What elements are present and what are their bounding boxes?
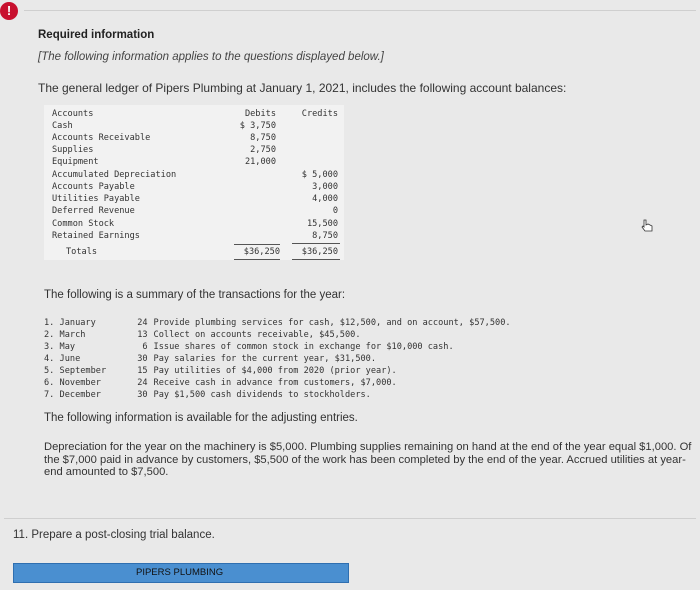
ledger-row-account: Deferred Revenue bbox=[52, 206, 135, 216]
adjusting-heading: The following information is available for the adjusting entries. bbox=[44, 412, 358, 424]
top-divider bbox=[24, 10, 696, 11]
ledger-row-credit: 3,000 bbox=[312, 182, 338, 192]
alert-icon: ! bbox=[0, 2, 18, 20]
totals-label: Totals bbox=[66, 247, 98, 257]
credit-total-double-rule bbox=[292, 259, 340, 260]
transactions-heading: The following is a summary of the transactions for the year: bbox=[44, 289, 346, 301]
hand-cursor-icon bbox=[640, 219, 654, 233]
col-header-debits: Debits bbox=[244, 109, 276, 119]
transaction-item: 2. March 13 Collect on accounts receivable, $45,500. bbox=[44, 330, 361, 340]
ledger-table bbox=[44, 105, 344, 260]
required-info-note: [The following information applies to the questions displayed below.] bbox=[38, 51, 384, 63]
ledger-row-account: Accounts Payable bbox=[52, 182, 135, 192]
ledger-intro: The general ledger of Pipers Plumbing at January 1, 2021, includes the following account balances: bbox=[38, 81, 567, 95]
transaction-item: 5. September 15 Pay utilities of $4,000 from 2020 (prior year). bbox=[44, 366, 397, 376]
transaction-item: 3. May 6 Issue shares of common stock in exchange for $10,000 cash. bbox=[44, 342, 454, 352]
ledger-row-credit: 4,000 bbox=[312, 194, 338, 204]
debit-total-double-rule bbox=[234, 259, 280, 260]
adjusting-details: Depreciation for the year on the machinery is $5,000. Plumbing supplies remaining on hand at the end of the year equal $1,000. Of the $7,000 paid in advance by customers, $5,500 of the work has been completed by the end of the year. Accrued utilities at year-end amounted to $7,500. bbox=[44, 441, 692, 478]
ledger-row-account: Accumulated Depreciation bbox=[52, 170, 177, 180]
transaction-item: 6. November 24 Receive cash in advance from customers, $7,000. bbox=[44, 378, 397, 388]
ledger-row-credit: 8,750 bbox=[312, 231, 338, 241]
ledger-row-account: Supplies bbox=[52, 145, 94, 155]
ledger-row-account: Equipment bbox=[52, 157, 99, 167]
ledger-row-credit: $ 5,000 bbox=[301, 170, 338, 180]
question-prompt: 11. Prepare a post-closing trial balance. bbox=[13, 529, 215, 541]
ledger-row-account: Utilities Payable bbox=[52, 194, 140, 204]
col-header-credits: Credits bbox=[301, 109, 338, 119]
total-debits: $36,250 bbox=[243, 247, 280, 257]
company-name: PIPERS PLUMBING bbox=[136, 567, 224, 578]
credit-subtotal-rule bbox=[292, 243, 340, 244]
ledger-row-debit: 21,000 bbox=[244, 157, 276, 167]
ledger-row-debit: $ 3,750 bbox=[239, 121, 276, 131]
ledger-row-account: Common Stock bbox=[52, 219, 115, 229]
transaction-item: 1. January 24 Provide plumbing services for cash, $12,500, and on account, $57,500. bbox=[44, 318, 511, 328]
company-header-bar bbox=[13, 563, 349, 583]
ledger-row-account: Cash bbox=[52, 121, 73, 131]
ledger-row-credit: 15,500 bbox=[306, 219, 338, 229]
total-credits: $36,250 bbox=[301, 247, 338, 257]
ledger-row-debit: 2,750 bbox=[250, 145, 276, 155]
col-header-accounts: Accounts bbox=[52, 109, 94, 119]
ledger-row-debit: 8,750 bbox=[250, 133, 276, 143]
ledger-row-account: Retained Earnings bbox=[52, 231, 140, 241]
required-info-title: Required information bbox=[38, 29, 155, 41]
question-divider bbox=[4, 518, 696, 519]
ledger-row-credit: 0 bbox=[332, 206, 338, 216]
transaction-item: 7. December 30 Pay $1,500 cash dividends to stockholders. bbox=[44, 390, 371, 400]
debit-subtotal-rule bbox=[234, 244, 280, 245]
transaction-item: 4. June 30 Pay salaries for the current year, $31,500. bbox=[44, 354, 377, 364]
ledger-row-account: Accounts Receivable bbox=[52, 133, 151, 143]
